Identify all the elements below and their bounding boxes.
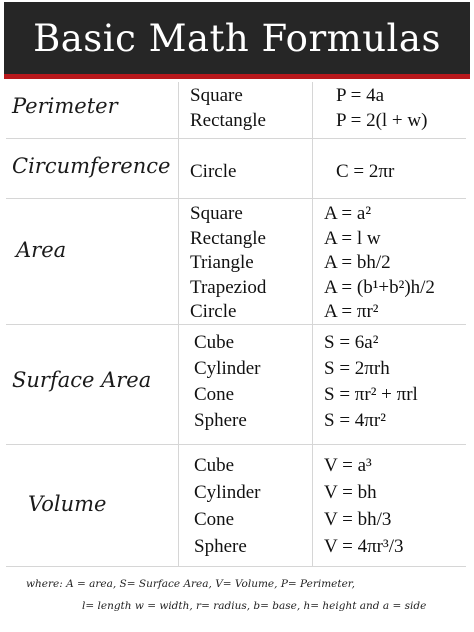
category-label: Surface Area — [12, 368, 152, 392]
shape-name: Square — [190, 203, 243, 224]
shape-name: Rectangle — [190, 227, 266, 249]
category-label: Area — [16, 238, 67, 262]
footnote-line-2: l= length w = width, r= radius, b= base, h= height and a = side — [82, 600, 427, 612]
formula: V = a³ — [324, 455, 372, 476]
table-row-circumference — [6, 138, 466, 199]
formula: P = 2(l + w) — [336, 109, 428, 131]
formula: A = πr² — [324, 301, 379, 322]
shape-name: Circle — [190, 161, 237, 182]
shape-name: Circle — [190, 301, 237, 322]
category-label: Perimeter — [12, 94, 118, 118]
table-row-surface-area — [6, 324, 466, 445]
formula: S = 6a² — [324, 332, 379, 353]
shape-list — [190, 160, 236, 185]
formula-list — [324, 202, 435, 325]
formula: S = 2πrh — [324, 358, 390, 379]
shape-name: Trapeziod — [190, 276, 267, 298]
formula: V = bh — [324, 482, 377, 503]
formula: V = 4πr³/3 — [324, 536, 404, 557]
shape-list — [194, 330, 261, 434]
table-row-volume — [6, 444, 466, 567]
table-row-area — [6, 198, 466, 325]
formula: S = 4πr² — [324, 410, 386, 431]
footnote-line-1: where: A = area, S= Surface Area, V= Volume, P= Perimeter, — [26, 578, 356, 590]
shape-name: Rectangle — [190, 109, 266, 131]
shape-list — [190, 84, 266, 133]
formula: A = (b¹+b²)h/2 — [324, 276, 435, 298]
category-label: Circumference — [12, 154, 171, 178]
formula: C = 2πr — [336, 161, 395, 182]
shape-name: Cylinder — [194, 358, 261, 379]
formula-list — [324, 330, 418, 434]
formula: S = πr² + πrl — [324, 384, 418, 405]
shape-name: Sphere — [194, 536, 247, 557]
formula-list — [336, 160, 394, 185]
table-row-perimeter — [6, 82, 466, 139]
shape-list — [194, 452, 261, 560]
formula: A = l w — [324, 227, 381, 249]
category-label: Volume — [28, 492, 107, 516]
shape-name: Sphere — [194, 410, 247, 431]
formula: V = bh/3 — [324, 509, 392, 530]
formula-list — [336, 84, 427, 133]
shape-name: Triangle — [190, 252, 254, 273]
formula: P = 4a — [336, 85, 385, 106]
shape-name: Square — [190, 85, 243, 106]
shape-name: Cone — [194, 509, 235, 530]
formula-table — [6, 82, 466, 628]
formula-list — [324, 452, 404, 560]
page-title: Basic Math Formulas — [33, 16, 441, 60]
shape-name: Cone — [194, 384, 235, 405]
title-banner — [4, 2, 470, 79]
shape-name: Cylinder — [194, 482, 261, 503]
shape-list — [190, 202, 266, 325]
shape-name: Cube — [194, 455, 235, 476]
formula: A = bh/2 — [324, 252, 391, 273]
formula: A = a² — [324, 203, 372, 224]
shape-name: Cube — [194, 332, 235, 353]
